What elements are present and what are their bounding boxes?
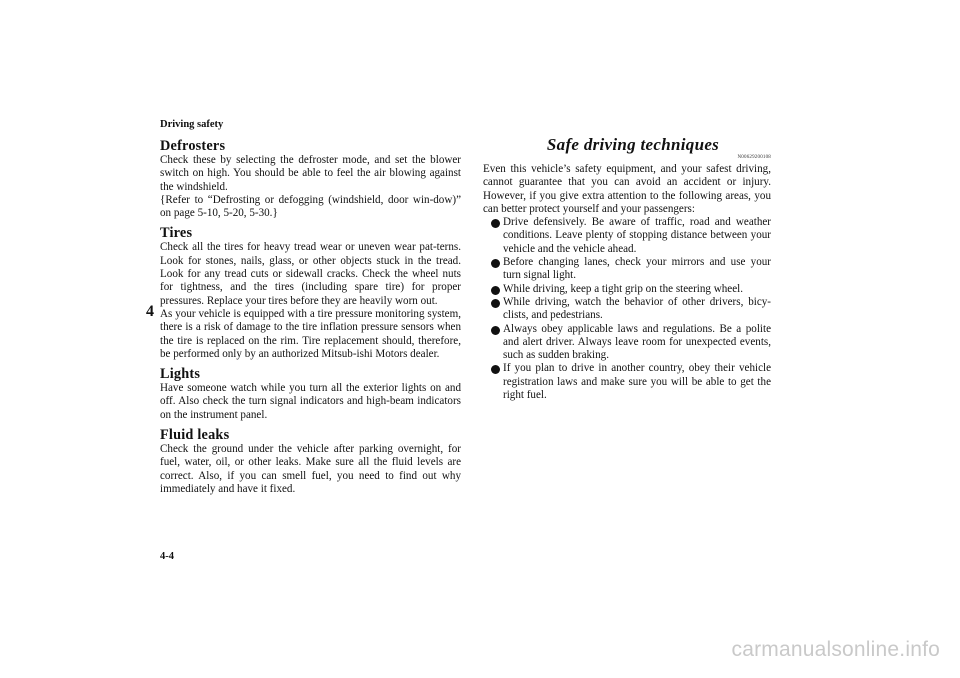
list-item-text: Always obey applicable laws and regulations. Be a polite and alert driver. Always leave room for unexpected events, such as sudden braking. [503,322,771,362]
list-item [483,296,771,323]
right-column [483,135,771,402]
bullet-icon [491,219,500,228]
section-title: Safe driving techniques [546,135,720,154]
intro-paragraph: Even this vehicle’s safety equipment, and your safest driving, cannot guarantee that you can avoid an accident or injury. However, if you give extra attention to the following areas, you can better protect yourself and your passengers: [483,163,771,215]
title-row [483,135,771,160]
bullet-list [483,216,771,402]
list-item [483,283,771,296]
bullet-icon [491,259,500,268]
list-item-text: While driving, watch the behavior of other drivers, bicy-clists, and pedestrians. [503,295,771,322]
chapter-number: 4 [146,303,154,320]
paragraph: As your vehicle is equipped with a tire pressure monitoring system, there is a risk of damage to the tire inflation pressure sensors when the tire is replaced on the rim. Tire replacement should, therefore, be performed only by an authorized Mitsub-ishi Motors dealer. [160,307,461,360]
left-column [160,138,461,496]
paragraph: Check all the tires for heavy tread wear or uneven wear pat-terns. Look for stones, nails, glass, or other objects stuck in the tread. Look for any tread cuts or sidewall cracks. Check the wheel nuts for tightness, and the tires (including spare tire) for proper pressures. Replace your tires before they are heavily worn out. [160,241,461,307]
section-header: Driving safety [160,119,224,130]
list-item-text: If you plan to drive in another country, obey their vehicle registration laws and make sure you will be able to get the right fuel. [503,362,771,402]
paragraph: Have someone watch while you turn all the exterior lights on and off. Also check the turn signal indicators and high-beam indicators on the instrument panel. [160,382,461,421]
section-fluid-leaks [160,427,461,496]
bullet-icon [491,299,500,308]
section-lights [160,366,461,422]
list-item-text: Drive defensively. Be aware of traffic, road and weather conditions. Leave plenty of stopping distance between your vehicle and the vehicle ahead. [503,216,771,255]
list-item [483,216,771,256]
bullet-icon [491,365,500,374]
bullet-icon [491,286,500,295]
watermark: carmanualsonline.info [731,638,940,661]
paragraph: Check the ground under the vehicle after parking overnight, for fuel, water, oil, or other leaks. Make sure all the fluid levels are correct. Also, if you can smell fuel, you need to find out why immediately and have it fixed. [160,443,461,495]
section-heading: Lights [160,366,201,383]
reference-code: N00629200108 [737,155,771,160]
paragraph: {Refer to “Defrosting or defogging (windshield, door win-dow)” on page 5-10, 5-20, 5-30.} [160,193,461,220]
section-defrosters [160,138,461,220]
list-item [483,362,771,402]
paragraph: Check these by selecting the defroster mode, and set the blower switch on high. You should be able to feel the air blowing against the windshield. [160,154,461,193]
list-item-text: While driving, keep a tight grip on the steering wheel. [503,282,743,295]
page-number: 4-4 [160,551,174,562]
list-item-text: Before changing lanes, check your mirrors and use your turn signal light. [503,256,771,282]
section-tires [160,225,461,361]
list-item [483,256,771,283]
section-heading: Defrosters [160,138,226,154]
bullet-icon [491,326,500,335]
section-heading: Tires [160,225,193,242]
section-heading: Fluid leaks [160,427,230,444]
list-item [483,323,771,363]
